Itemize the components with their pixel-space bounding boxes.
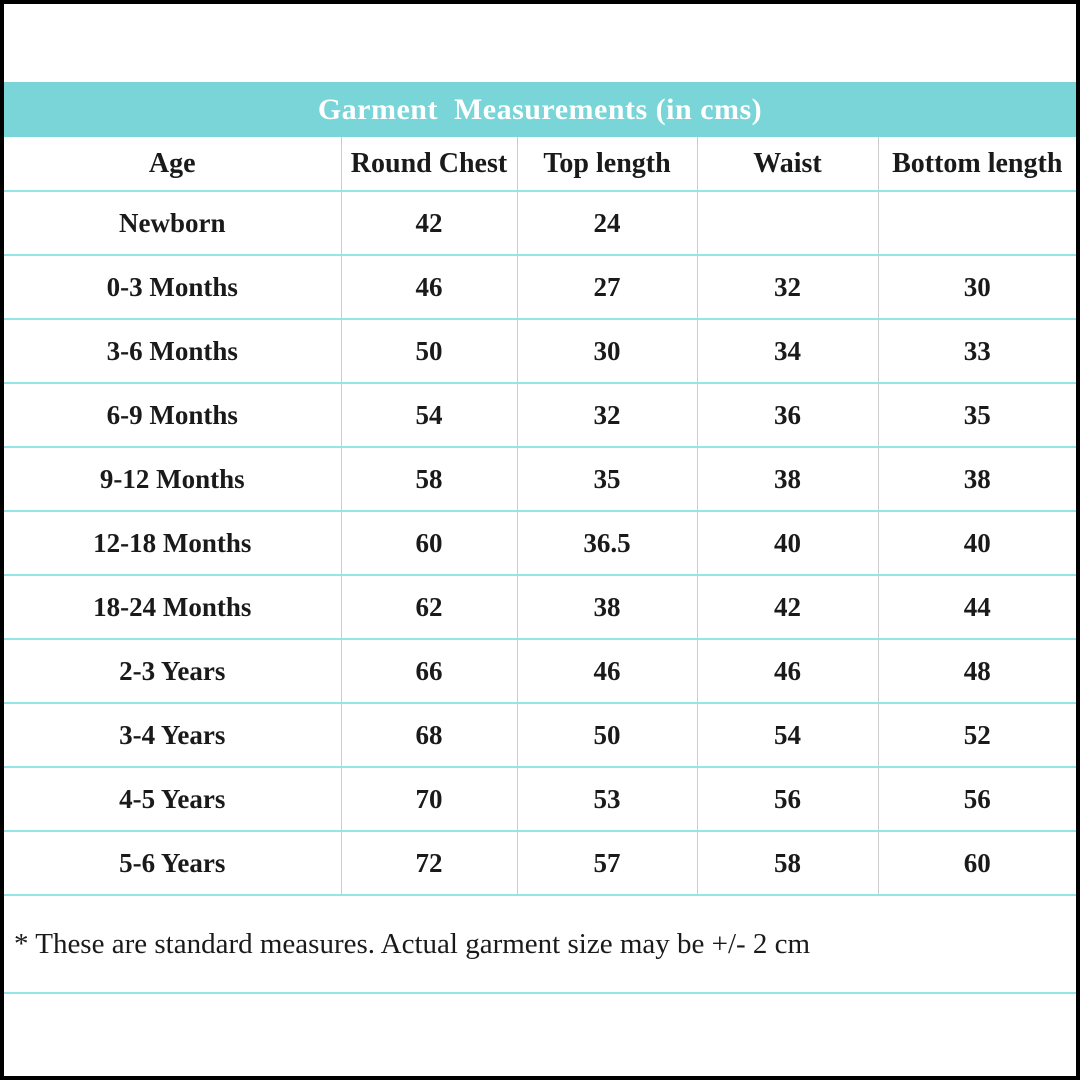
table-row — [4, 639, 1076, 703]
table-row — [4, 255, 1076, 319]
age-cell: 9-12 Months — [4, 447, 341, 511]
top-length-cell: 57 — [517, 831, 697, 895]
waist-cell: 40 — [697, 511, 878, 575]
round-chest-cell: 62 — [341, 575, 517, 639]
table-row — [4, 319, 1076, 383]
table-header-row — [4, 137, 1076, 191]
table-row — [4, 575, 1076, 639]
round-chest-cell: 66 — [341, 639, 517, 703]
waist-cell: 46 — [697, 639, 878, 703]
measurements-tbody — [4, 191, 1076, 895]
column-header-round-chest: Round Chest — [341, 137, 517, 191]
table-row — [4, 191, 1076, 255]
bottom-length-cell: 35 — [878, 383, 1076, 447]
bottom-length-cell: 40 — [878, 511, 1076, 575]
bottom-length-cell: 30 — [878, 255, 1076, 319]
bottom-length-cell — [878, 191, 1076, 255]
waist-cell: 34 — [697, 319, 878, 383]
age-cell: 6-9 Months — [4, 383, 341, 447]
round-chest-cell: 58 — [341, 447, 517, 511]
top-length-cell: 38 — [517, 575, 697, 639]
footer-note — [4, 896, 1076, 994]
column-header-top-length: Top length — [517, 137, 697, 191]
top-length-cell: 50 — [517, 703, 697, 767]
top-length-cell: 46 — [517, 639, 697, 703]
bottom-length-cell: 33 — [878, 319, 1076, 383]
round-chest-cell: 54 — [341, 383, 517, 447]
age-cell: 4-5 Years — [4, 767, 341, 831]
top-length-cell: 27 — [517, 255, 697, 319]
page-title: Garment Measurements (in cms) — [317, 92, 763, 126]
table-row — [4, 511, 1076, 575]
column-header-bottom-length: Bottom length — [878, 137, 1076, 191]
round-chest-cell: 72 — [341, 831, 517, 895]
top-length-cell: 30 — [517, 319, 697, 383]
round-chest-cell: 42 — [341, 191, 517, 255]
bottom-length-cell: 52 — [878, 703, 1076, 767]
round-chest-cell: 70 — [341, 767, 517, 831]
title-bar — [4, 82, 1076, 137]
column-header-waist: Waist — [697, 137, 878, 191]
bottom-length-cell: 44 — [878, 575, 1076, 639]
table-row — [4, 447, 1076, 511]
round-chest-cell: 60 — [341, 511, 517, 575]
waist-cell: 36 — [697, 383, 878, 447]
age-cell: 12-18 Months — [4, 511, 341, 575]
waist-cell: 32 — [697, 255, 878, 319]
age-cell: 5-6 Years — [4, 831, 341, 895]
top-length-cell: 32 — [517, 383, 697, 447]
waist-cell: 42 — [697, 575, 878, 639]
round-chest-cell: 50 — [341, 319, 517, 383]
age-cell: Newborn — [4, 191, 341, 255]
bottom-length-cell: 60 — [878, 831, 1076, 895]
garment-measurements-table — [4, 137, 1076, 896]
age-cell: 3-6 Months — [4, 319, 341, 383]
table-row — [4, 703, 1076, 767]
waist-cell: 56 — [697, 767, 878, 831]
footer-note-text: * These are standard measures. Actual garment size may be +/- 2 cm — [14, 927, 811, 960]
age-cell: 0-3 Months — [4, 255, 341, 319]
age-cell: 18-24 Months — [4, 575, 341, 639]
waist-cell: 38 — [697, 447, 878, 511]
table-row — [4, 831, 1076, 895]
age-cell: 2-3 Years — [4, 639, 341, 703]
table-row — [4, 767, 1076, 831]
top-length-cell: 53 — [517, 767, 697, 831]
round-chest-cell: 68 — [341, 703, 517, 767]
table-row — [4, 383, 1076, 447]
bottom-length-cell: 56 — [878, 767, 1076, 831]
top-length-cell: 24 — [517, 191, 697, 255]
top-spacer — [4, 4, 1076, 82]
round-chest-cell: 46 — [341, 255, 517, 319]
bottom-length-cell: 38 — [878, 447, 1076, 511]
bottom-spacer — [4, 994, 1076, 1074]
age-cell: 3-4 Years — [4, 703, 341, 767]
bottom-length-cell: 48 — [878, 639, 1076, 703]
waist-cell — [697, 191, 878, 255]
column-header-age: Age — [4, 137, 341, 191]
top-length-cell: 36.5 — [517, 511, 697, 575]
waist-cell: 58 — [697, 831, 878, 895]
waist-cell: 54 — [697, 703, 878, 767]
top-length-cell: 35 — [517, 447, 697, 511]
